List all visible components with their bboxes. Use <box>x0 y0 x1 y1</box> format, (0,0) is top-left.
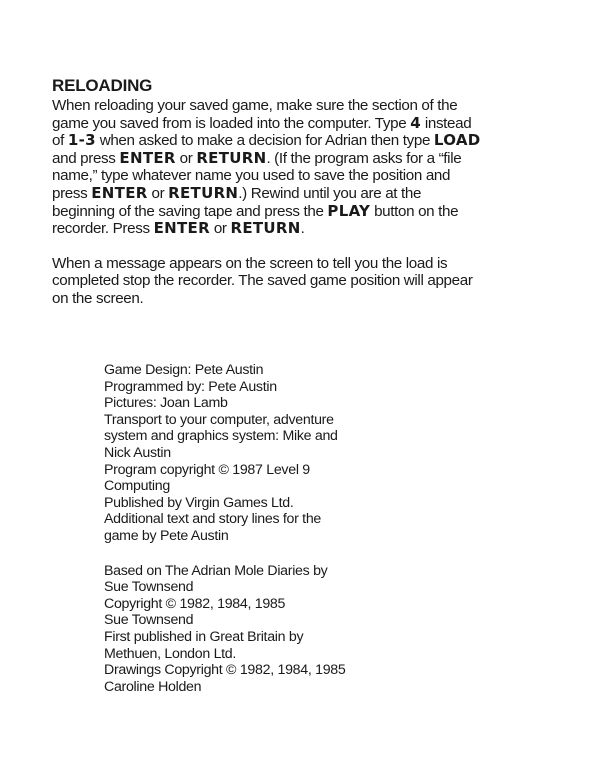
note-line: When a message appears on the screen to tell you the load is <box>52 254 448 272</box>
note-line: completed stop the recorder. The saved game position will appear <box>52 272 473 290</box>
text-run: press <box>52 184 92 202</box>
credit-line: Game Design: Pete Austin <box>104 362 264 378</box>
load-complete-note <box>52 255 572 308</box>
credit-line: Copyright © 1982, 1984, 1985 <box>104 595 286 612</box>
text-run: name,” type whatever name you used to save the position and <box>52 167 451 185</box>
instruction-line <box>52 132 572 150</box>
keyword-play: PLAY <box>327 201 371 220</box>
credit-line: Transport to your computer, adventure <box>104 411 334 428</box>
text-run: beginning of the saving tape and press the <box>52 202 328 220</box>
credit-line: Programmed by: Pete Austin <box>104 378 277 395</box>
text-run: or <box>175 149 197 167</box>
credit-line: system and graphics system: Mike and <box>104 428 338 445</box>
instruction-line <box>52 150 572 168</box>
keyword-enter: ENTER <box>153 219 210 238</box>
keyword-1-3: 1-3 <box>67 131 96 150</box>
keyword-enter: ENTER <box>119 148 176 167</box>
credit-line: Nick Austin <box>104 444 171 461</box>
instruction-line <box>52 167 572 185</box>
text-run: When reloading your saved game, make sure the section of the <box>52 97 458 114</box>
text-run: when asked to make a decision for Adrian then type <box>95 132 434 150</box>
credit-line: Sue Townsend <box>104 579 194 596</box>
instruction-line <box>52 220 572 238</box>
keyword-4: 4 <box>410 113 421 132</box>
text-run: button on the <box>370 202 459 220</box>
credit-line: Program copyright © 1987 Level 9 <box>104 461 310 478</box>
reloading-heading: RELOADING <box>52 76 153 95</box>
instruction-line <box>52 185 572 203</box>
keyword-return: RETURN <box>168 183 239 202</box>
text-run: and press <box>52 149 120 167</box>
credit-line: Pictures: Joan Lamb <box>104 395 228 412</box>
text-run: . (If the program asks for a “file <box>266 149 462 167</box>
credit-line: game by Pete Austin <box>104 527 229 544</box>
text-run: or <box>147 184 169 202</box>
keyword-load: LOAD <box>433 131 481 150</box>
keyword-enter: ENTER <box>91 183 148 202</box>
credit-line: Based on The Adrian Mole Diaries by <box>104 562 328 579</box>
credit-line: Additional text and story lines for the <box>104 511 322 528</box>
keyword-return: RETURN <box>196 148 267 167</box>
credit-line: Computing <box>104 478 170 495</box>
text-run: game you saved from is loaded into the computer. Type <box>52 114 411 132</box>
text-run: .) Rewind until you are at the <box>238 184 422 202</box>
credit-line: Published by Virgin Games Ltd. <box>104 494 294 511</box>
reloading-instructions <box>52 97 572 238</box>
text-run: . <box>300 220 305 238</box>
instruction-line <box>52 97 572 115</box>
text-run: recorder. Press <box>52 220 154 238</box>
text-run: instead <box>420 114 472 132</box>
book-credits <box>104 563 404 696</box>
credits-section <box>104 362 404 695</box>
instruction-line <box>52 203 572 221</box>
credit-line: Sue Townsend <box>104 612 194 629</box>
credit-line: Methuen, London Ltd. <box>104 645 237 662</box>
note-line: on the screen. <box>52 289 144 307</box>
credit-line: First published in Great Britain by <box>104 628 304 645</box>
text-run: of <box>52 132 68 150</box>
text-run: or <box>209 220 231 238</box>
keyword-return: RETURN <box>230 219 301 238</box>
instruction-line <box>52 115 572 133</box>
credits-spacer <box>104 545 404 563</box>
game-credits <box>104 362 404 545</box>
reloading-section <box>52 76 572 308</box>
credit-line: Caroline Holden <box>104 678 202 695</box>
credit-line: Drawings Copyright © 1982, 1984, 1985 <box>104 662 346 679</box>
